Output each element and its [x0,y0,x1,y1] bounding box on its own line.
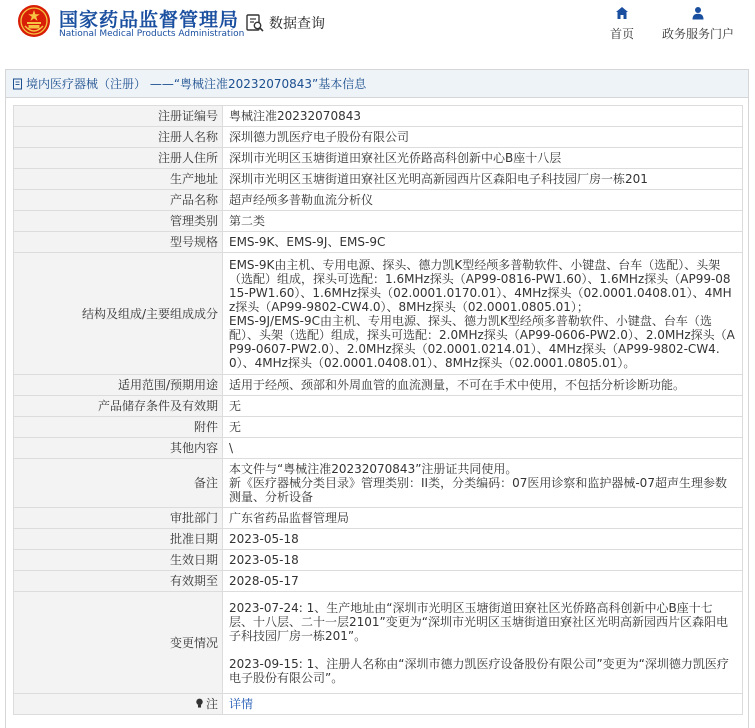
data-query-icon [245,13,265,33]
info-row-value [223,253,743,375]
change-history-row [14,592,743,694]
info-row [14,375,743,396]
note-label: 注 [205,697,218,711]
info-row-value-line: 本文件与“粤械注准20232070843”注册证共同使用。 [229,462,518,476]
change-history-value [223,592,743,694]
document-icon [12,78,24,90]
info-row-label: 批准日期 [14,529,223,550]
nav-government-portal[interactable] [658,6,738,46]
change-entry: 2023-07-24: 1、生产地址由“深圳市光明区玉塘街道田寮社区光侨路高科创新中心B座十七层、十八层、二十一层2101”变更为“深圳市光明区玉塘街道田寮社区光明高新园西片区森阳电子科技园厂房一栋201”。 [229,600,728,643]
info-row-value: 无 [223,417,743,438]
info-row-value: 适用于经颅、颈部和外周血管的血流测量，不可在手术中使用，不包括分析诊断功能。 [223,375,743,396]
note-row [14,694,743,715]
data-query-label: 数据查询 [269,16,325,32]
info-row-label: 产品名称 [14,190,223,211]
nav-government-portal-label: 政务服务门户 [661,27,734,41]
change-history-label: 变更情况 [14,592,223,694]
change-entry-spacer [229,643,736,657]
basic-info-panel [5,69,749,728]
data-query-link[interactable] [245,11,325,35]
info-row-value: 深圳市光明区玉塘街道田寮社区光侨路高科创新中心B座十八层 [223,148,743,169]
info-row-value: 广东省药品监督管理局 [223,508,743,529]
info-row-value: EMS-9K、EMS-9J、EMS-9C [223,232,743,253]
info-row-label: 生效日期 [14,550,223,571]
info-row [14,508,743,529]
info-row-value: 粤械注准20232070843 [223,106,743,127]
info-row [14,396,743,417]
info-row-value-line: EMS-9K由主机、专用电源、探头、德力凯K型经颅多普勒软件、小键盘、台车（选配）、头架（选配）组成，探头可选配：1.6MHz探头（AP99-0816-PW1.60）、1.6MHz探头（AP99-0815-PW1.60）、1.6MHz探头（02.0001.0170.01）、4MHz探头（02.0001.0408.01）、4MHz探头（AP99-9802-CW4.0）、8MHz探头（02.0001.0805.01）； [229,257,732,314]
info-row [14,550,743,571]
info-row [14,417,743,438]
info-row [14,190,743,211]
info-row-value [223,459,743,508]
info-row-value: \ [223,438,743,459]
info-row [14,232,743,253]
info-row-label: 结构及组成/主要组成成分 [14,253,223,375]
site-brand-subtitle: National Medical Products Administration [59,29,245,39]
info-row [14,106,743,127]
info-row-value: 深圳市光明区玉塘街道田寮社区光明高新园西片区森阳电子科技园厂房一栋201 [223,169,743,190]
panel-title-bar [6,70,748,98]
nav-home-label: 首页 [609,27,634,41]
info-row [14,169,743,190]
note-value-cell [223,694,743,715]
info-row-label: 产品储存条件及有效期 [14,396,223,417]
change-entry: 2023-09-15: 1、注册人名称由“深圳市德力凯医疗设备股份有限公司”变更为“深圳德力凯医疗电子股份有限公司”。 [229,656,729,685]
info-row-label: 适用范围/预期用途 [14,375,223,396]
info-row [14,148,743,169]
national-emblem-icon [17,4,51,38]
info-row-value: 深圳德力凯医疗电子股份有限公司 [223,127,743,148]
info-row-label: 注册证编号 [14,106,223,127]
info-row-label: 其他内容 [14,438,223,459]
details-link[interactable]: 详情 [229,697,254,711]
info-row [14,253,743,375]
info-row-label: 审批部门 [14,508,223,529]
info-row [14,211,743,232]
info-row-value-line: 新《医疗器械分类目录》管理类别：II类，分类编码：07医用诊察和监护器械-07超声生理参数测量、分析设备 [229,476,727,504]
info-row-label: 型号规格 [14,232,223,253]
info-row [14,529,743,550]
info-row-value: 无 [223,396,743,417]
info-row-label: 生产地址 [14,169,223,190]
info-row-value-line: EMS-9J/EMS-9C由主机、专用电源、探头、德力凯K型经颅多普勒软件、小键盘、台车（选配）、头架（选配）组成，探头可选配：2.0MHz探头（AP99-0606-PW2.0）、2.0MHz探头（AP99-0607-PW2.0）、2.0MHz探头（02.0001.0214.01）、4MHz探头（AP99-9802-CW4.0）、4MHz探头（02.0001.0408.01）、8MHz探头（02.0001.0805.01）。 [229,313,735,370]
info-row-value: 2028-05-17 [223,571,743,592]
info-row [14,127,743,148]
note-label-cell [14,694,223,715]
lightbulb-icon [195,698,204,709]
info-row-label: 注册人住所 [14,148,223,169]
device-info-table [13,105,743,715]
info-row-label: 注册人名称 [14,127,223,148]
info-row-value: 第二类 [223,211,743,232]
site-header [0,0,755,50]
info-row-label: 附件 [14,417,223,438]
home-icon [615,6,629,20]
info-row [14,438,743,459]
info-row [14,571,743,592]
info-row-label: 有效期至 [14,571,223,592]
user-icon [691,6,705,20]
info-row-value: 2023-05-18 [223,529,743,550]
info-row-value: 超声经颅多普勒血流分析仪 [223,190,743,211]
panel-title: 境内医疗器械（注册） ——“粤械注准20232070843”基本信息 [26,77,367,91]
info-row [14,459,743,508]
info-row-label: 备注 [14,459,223,508]
info-row-label: 管理类别 [14,211,223,232]
site-brand-title: 国家药品监督管理局 [59,9,240,31]
nav-home[interactable] [602,6,642,46]
info-row-value: 2023-05-18 [223,550,743,571]
